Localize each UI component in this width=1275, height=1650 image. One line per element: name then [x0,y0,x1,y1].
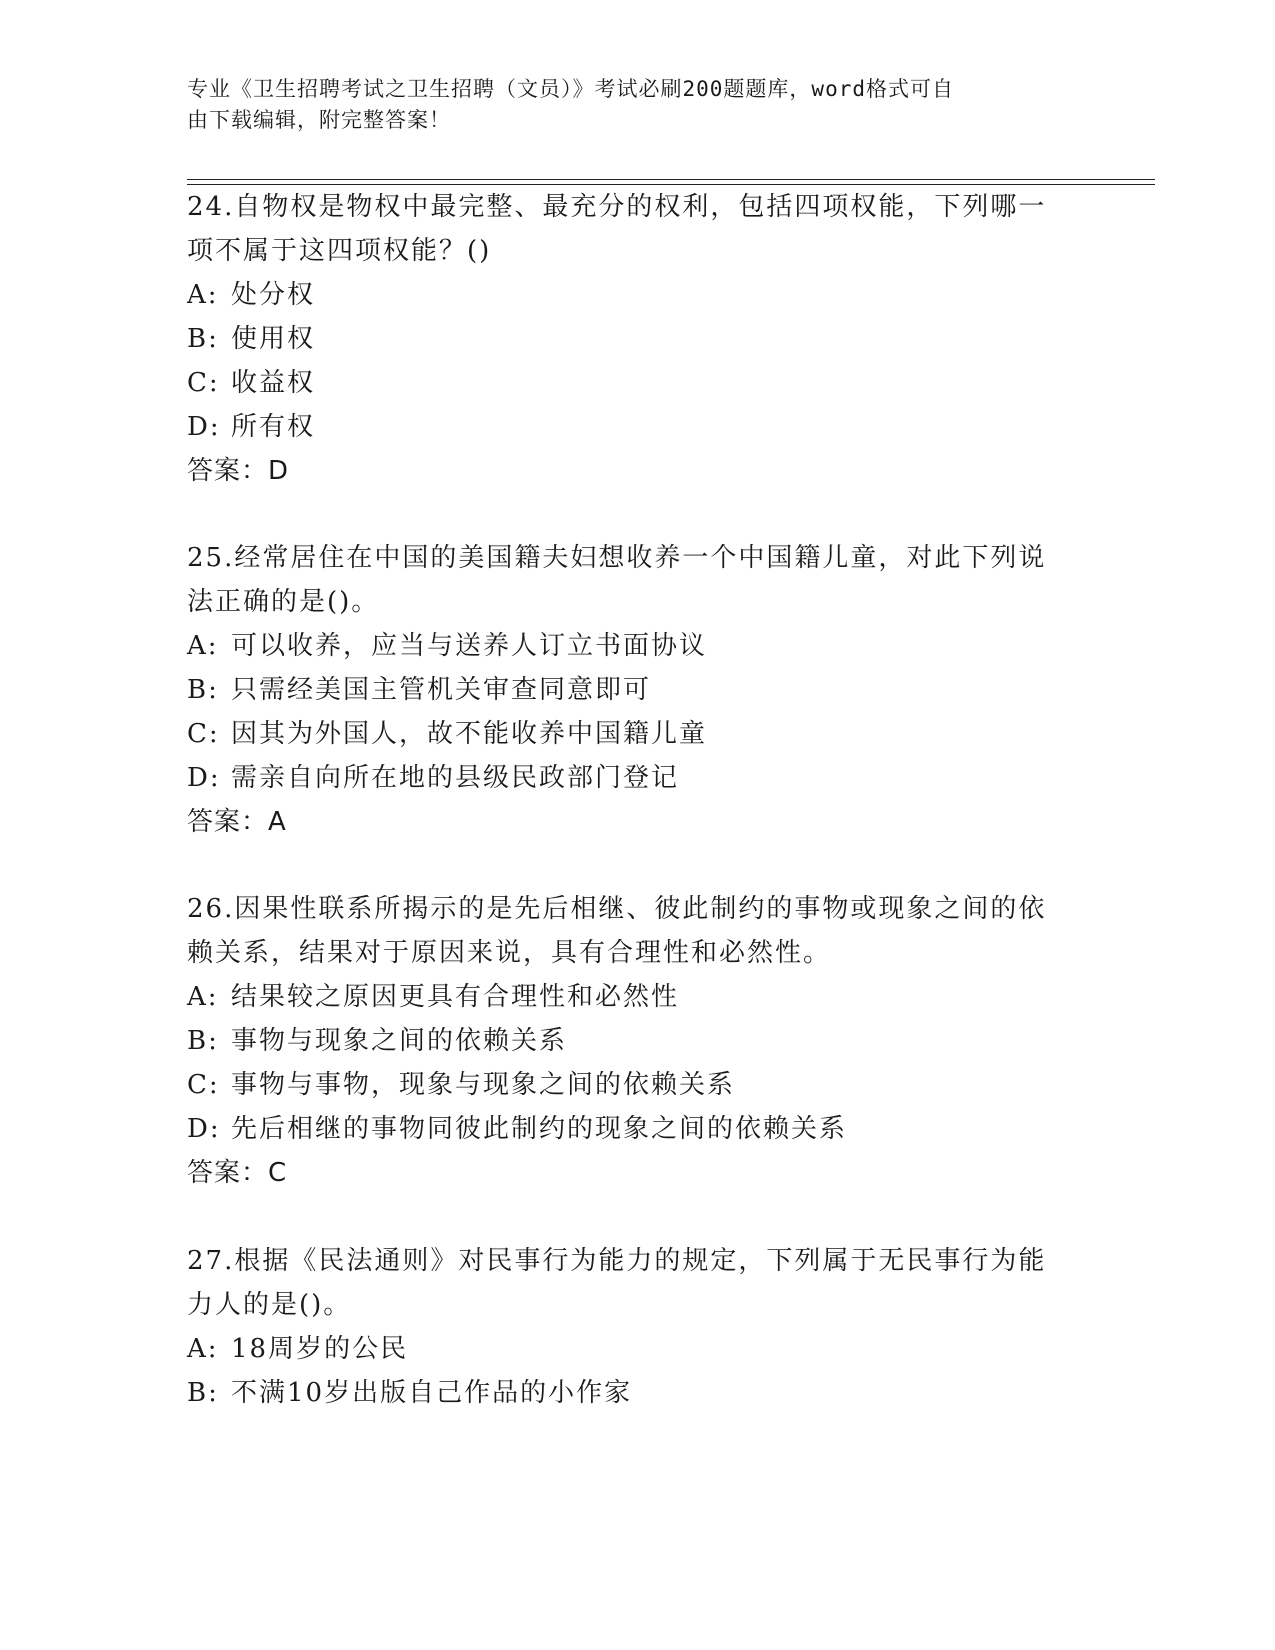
question-25-option-b: B: 只需经美国主管机关审查同意即可 [187,675,652,705]
question-25-option-c: C: 因其为外国人，故不能收养中国籍儿童 [187,719,708,749]
question-26-option-b: B: 事物与现象之间的依赖关系 [187,1026,568,1056]
question-24-option-d: D: 所有权 [187,412,316,442]
header-divider-bottom [187,184,1155,185]
question-24-option-b: B: 使用权 [187,324,316,354]
question-26-answer: 答案：C [187,1158,288,1188]
question-26-option-d: D: 先后相继的事物同彼此制约的现象之间的依赖关系 [187,1114,848,1144]
question-26-stem-line-2: 赖关系，结果对于原因来说，具有合理性和必然性。 [187,938,832,968]
question-25-option-d: D: 需亲自向所在地的县级民政部门登记 [187,763,680,793]
question-24-answer: 答案：D [187,456,290,486]
question-26-option-a: A: 结果较之原因更具有合理性和必然性 [187,982,680,1012]
question-24-stem-line-2: 项不属于这四项权能？() [187,236,492,266]
header-line-1: 专业《卫生招聘考试之卫生招聘（文员）》考试必刷200题题库，word格式可自 [187,77,954,101]
question-25-stem-line-1: 25.经常居住在中国的美国籍夫妇想收养一个中国籍儿童，对此下列说 [187,543,1047,573]
question-24-option-a: A: 处分权 [187,280,316,310]
question-27-stem-line-1: 27.根据《民法通则》对民事行为能力的规定，下列属于无民事行为能 [187,1246,1047,1276]
question-26-option-c: C: 事物与事物，现象与现象之间的依赖关系 [187,1070,736,1100]
question-27-stem-line-2: 力人的是()。 [187,1290,352,1320]
question-25-answer: 答案：A [187,807,287,837]
question-24-stem-line-1: 24.自物权是物权中最完整、最充分的权利，包括四项权能，下列哪一 [187,192,1047,222]
header-divider-top [187,179,1155,180]
question-27-option-a: A: 18周岁的公民 [187,1334,409,1364]
header-line-2: 由下载编辑，附完整答案！ [187,108,451,132]
question-26-stem-line-1: 26.因果性联系所揭示的是先后相继、彼此制约的事物或现象之间的依 [187,894,1047,924]
question-25-stem-line-2: 法正确的是()。 [187,587,380,617]
question-25-option-a: A: 可以收养，应当与送养人订立书面协议 [187,631,708,661]
document-header [187,74,1067,136]
question-27-option-b: B: 不满10岁出版自己作品的小作家 [187,1378,633,1408]
question-24-option-c: C: 收益权 [187,368,316,398]
